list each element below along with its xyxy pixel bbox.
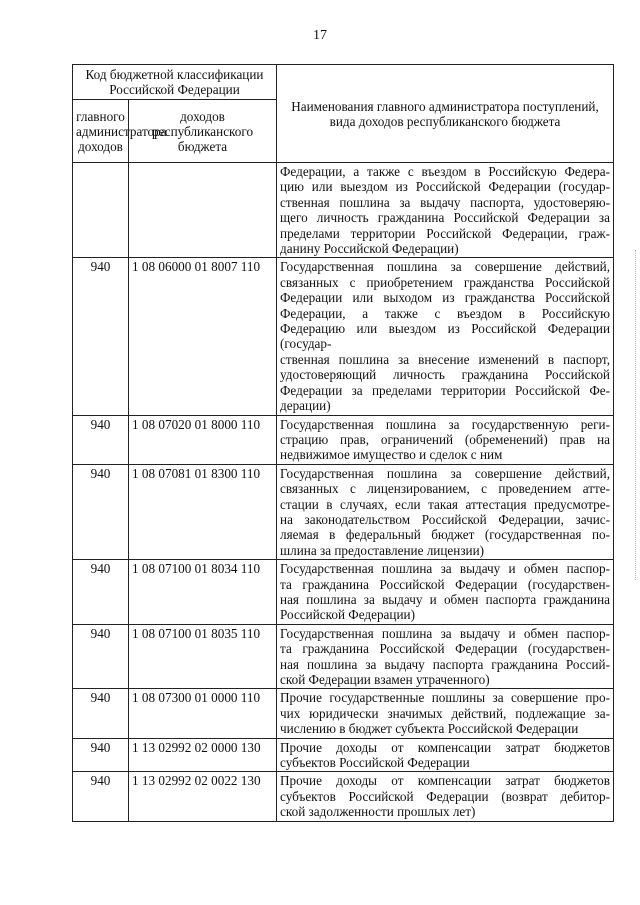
income-name-cell — [277, 163, 614, 258]
name-line: Прочие доходы от компенсации затрат бюджетов — [280, 739, 610, 755]
name-line: Федерации, а также с въездом в Российскую Федера- — [280, 164, 610, 179]
table-row — [73, 624, 614, 689]
name-line: Государственная пошлина за государственную реги- — [280, 416, 610, 432]
income-code-cell — [129, 163, 277, 258]
income-name-cell — [277, 415, 614, 464]
name-line: Прочие государственные пошлины за совершение про- — [280, 690, 610, 706]
admin-code-cell — [73, 163, 129, 258]
name-line: Государственная пошлина за совершение действий, — [280, 465, 610, 481]
admin-code-cell: 940 — [73, 464, 129, 559]
name-line: данину Российской Федерации) — [280, 241, 459, 257]
name-line: та гражданина Российской Федерации (государствен- — [280, 576, 610, 592]
income-name-cell — [277, 689, 614, 738]
income-code-cell: 1 08 06000 01 8007 110 — [129, 258, 277, 415]
name-line: связанных с приобретением гражданства Российской — [280, 274, 610, 290]
income-name-cell — [277, 738, 614, 772]
name-line: Федерации за пределами территории Российской Фе- — [280, 382, 610, 398]
table-row — [73, 560, 614, 625]
table-body — [73, 163, 614, 822]
name-line: стации в случаях, если такая аттестация предусмотре- — [280, 496, 610, 512]
income-code-cell: 1 13 02992 02 0022 130 — [129, 772, 277, 821]
name-line: ная пошлина за выдачу и обмен паспорта гражданина — [280, 591, 610, 607]
income-name-cell — [277, 560, 614, 625]
name-line: цию или выездом из Российской Федерации (государ- — [280, 179, 610, 195]
name-line: субъектов Российской Федерации — [280, 755, 470, 771]
table-header — [73, 65, 614, 163]
name-line: Государственная пошлина за выдачу и обмен паспор- — [280, 561, 610, 577]
header-code-group: Код бюджетной классификации Российской Федерации — [73, 65, 277, 100]
name-line: дерации) — [280, 398, 331, 414]
name-line: ской задолженности прошлых лет) — [280, 804, 476, 820]
admin-code-cell: 940 — [73, 738, 129, 772]
table-row — [73, 738, 614, 772]
table-row — [73, 258, 614, 415]
header-name: Наименования главного администратора поступлений, вида доходов республиканского бюджета — [277, 65, 614, 163]
income-code-cell: 1 08 07100 01 8035 110 — [129, 624, 277, 689]
income-name-cell — [277, 624, 614, 689]
name-line: та гражданина Российской Федерации (государствен- — [280, 641, 610, 657]
table-row — [73, 163, 614, 258]
name-line: числению в бюджет субъекта Российской Федерации — [280, 721, 579, 737]
income-name-cell — [277, 772, 614, 821]
income-code-cell: 1 08 07300 01 0000 110 — [129, 689, 277, 738]
name-line: Российской Федерации) — [280, 607, 415, 623]
income-code-cell: 1 08 07020 01 8000 110 — [129, 415, 277, 464]
admin-code-cell: 940 — [73, 772, 129, 821]
name-line: пределами территории Российской Федерации, граж- — [280, 225, 610, 241]
name-line: страцию прав, ограничений (обременений) прав на — [280, 431, 610, 447]
name-line: Федерации, а также с въездом в Российскую — [280, 305, 610, 321]
page-number: 17 — [313, 28, 327, 43]
name-line: шлина за предоставление лицензии) — [280, 542, 485, 558]
name-line: Федерации или выходом из гражданства Российской — [280, 290, 610, 306]
name-line: ской Федерации взамен утраченного) — [280, 672, 490, 687]
name-line: Прочие доходы от компенсации затрат бюджетов — [280, 773, 610, 789]
table-row — [73, 772, 614, 821]
income-name-cell — [277, 258, 614, 415]
name-line: Федерацию или выездом из Российской Федерации (государ- — [280, 321, 610, 352]
table-row — [73, 464, 614, 559]
header-income: доходов республиканского бюджета — [129, 100, 277, 163]
name-line: субъектов Российской Федерации (возврат дебитор- — [280, 788, 610, 804]
name-line: Государственная пошлина за совершение действий, — [280, 259, 610, 275]
name-line: связанных с лицензированием, с проведением атте- — [280, 481, 610, 497]
name-line: на законодательством Российской Федерации, зачис- — [280, 511, 610, 527]
budget-classification-table — [72, 64, 614, 822]
name-line: ная пошлина за выдачу паспорта гражданина Россий- — [280, 656, 610, 672]
table-row — [73, 689, 614, 738]
name-line: чих юридически значимых действий, подлежащие за- — [280, 705, 610, 721]
header-admin: главного администратора доходов — [73, 100, 129, 163]
table-row — [73, 415, 614, 464]
income-name-cell — [277, 464, 614, 559]
admin-code-cell: 940 — [73, 624, 129, 689]
income-code-cell: 1 13 02992 02 0000 130 — [129, 738, 277, 772]
income-code-cell: 1 08 07081 01 8300 110 — [129, 464, 277, 559]
admin-code-cell: 940 — [73, 258, 129, 415]
scan-edge-marks — [631, 250, 636, 580]
name-line: Государственная пошлина за выдачу и обмен паспор- — [280, 625, 610, 641]
name-line: ственная пошлина за выдачу паспорта, удостоверяю- — [280, 194, 610, 210]
name-line: удостоверяющий личность гражданина Российской — [280, 367, 610, 383]
income-code-cell: 1 08 07100 01 8034 110 — [129, 560, 277, 625]
admin-code-cell: 940 — [73, 689, 129, 738]
admin-code-cell: 940 — [73, 415, 129, 464]
name-line: ственная пошлина за внесение изменений в паспорт, — [280, 351, 610, 367]
name-line: щего личность гражданина Российской Федерации за — [280, 210, 610, 226]
name-line: недвижимое имущество и сделок с ним — [280, 447, 503, 463]
admin-code-cell: 940 — [73, 560, 129, 625]
name-line: ляемая в федеральный бюджет (государственная по- — [280, 527, 610, 543]
